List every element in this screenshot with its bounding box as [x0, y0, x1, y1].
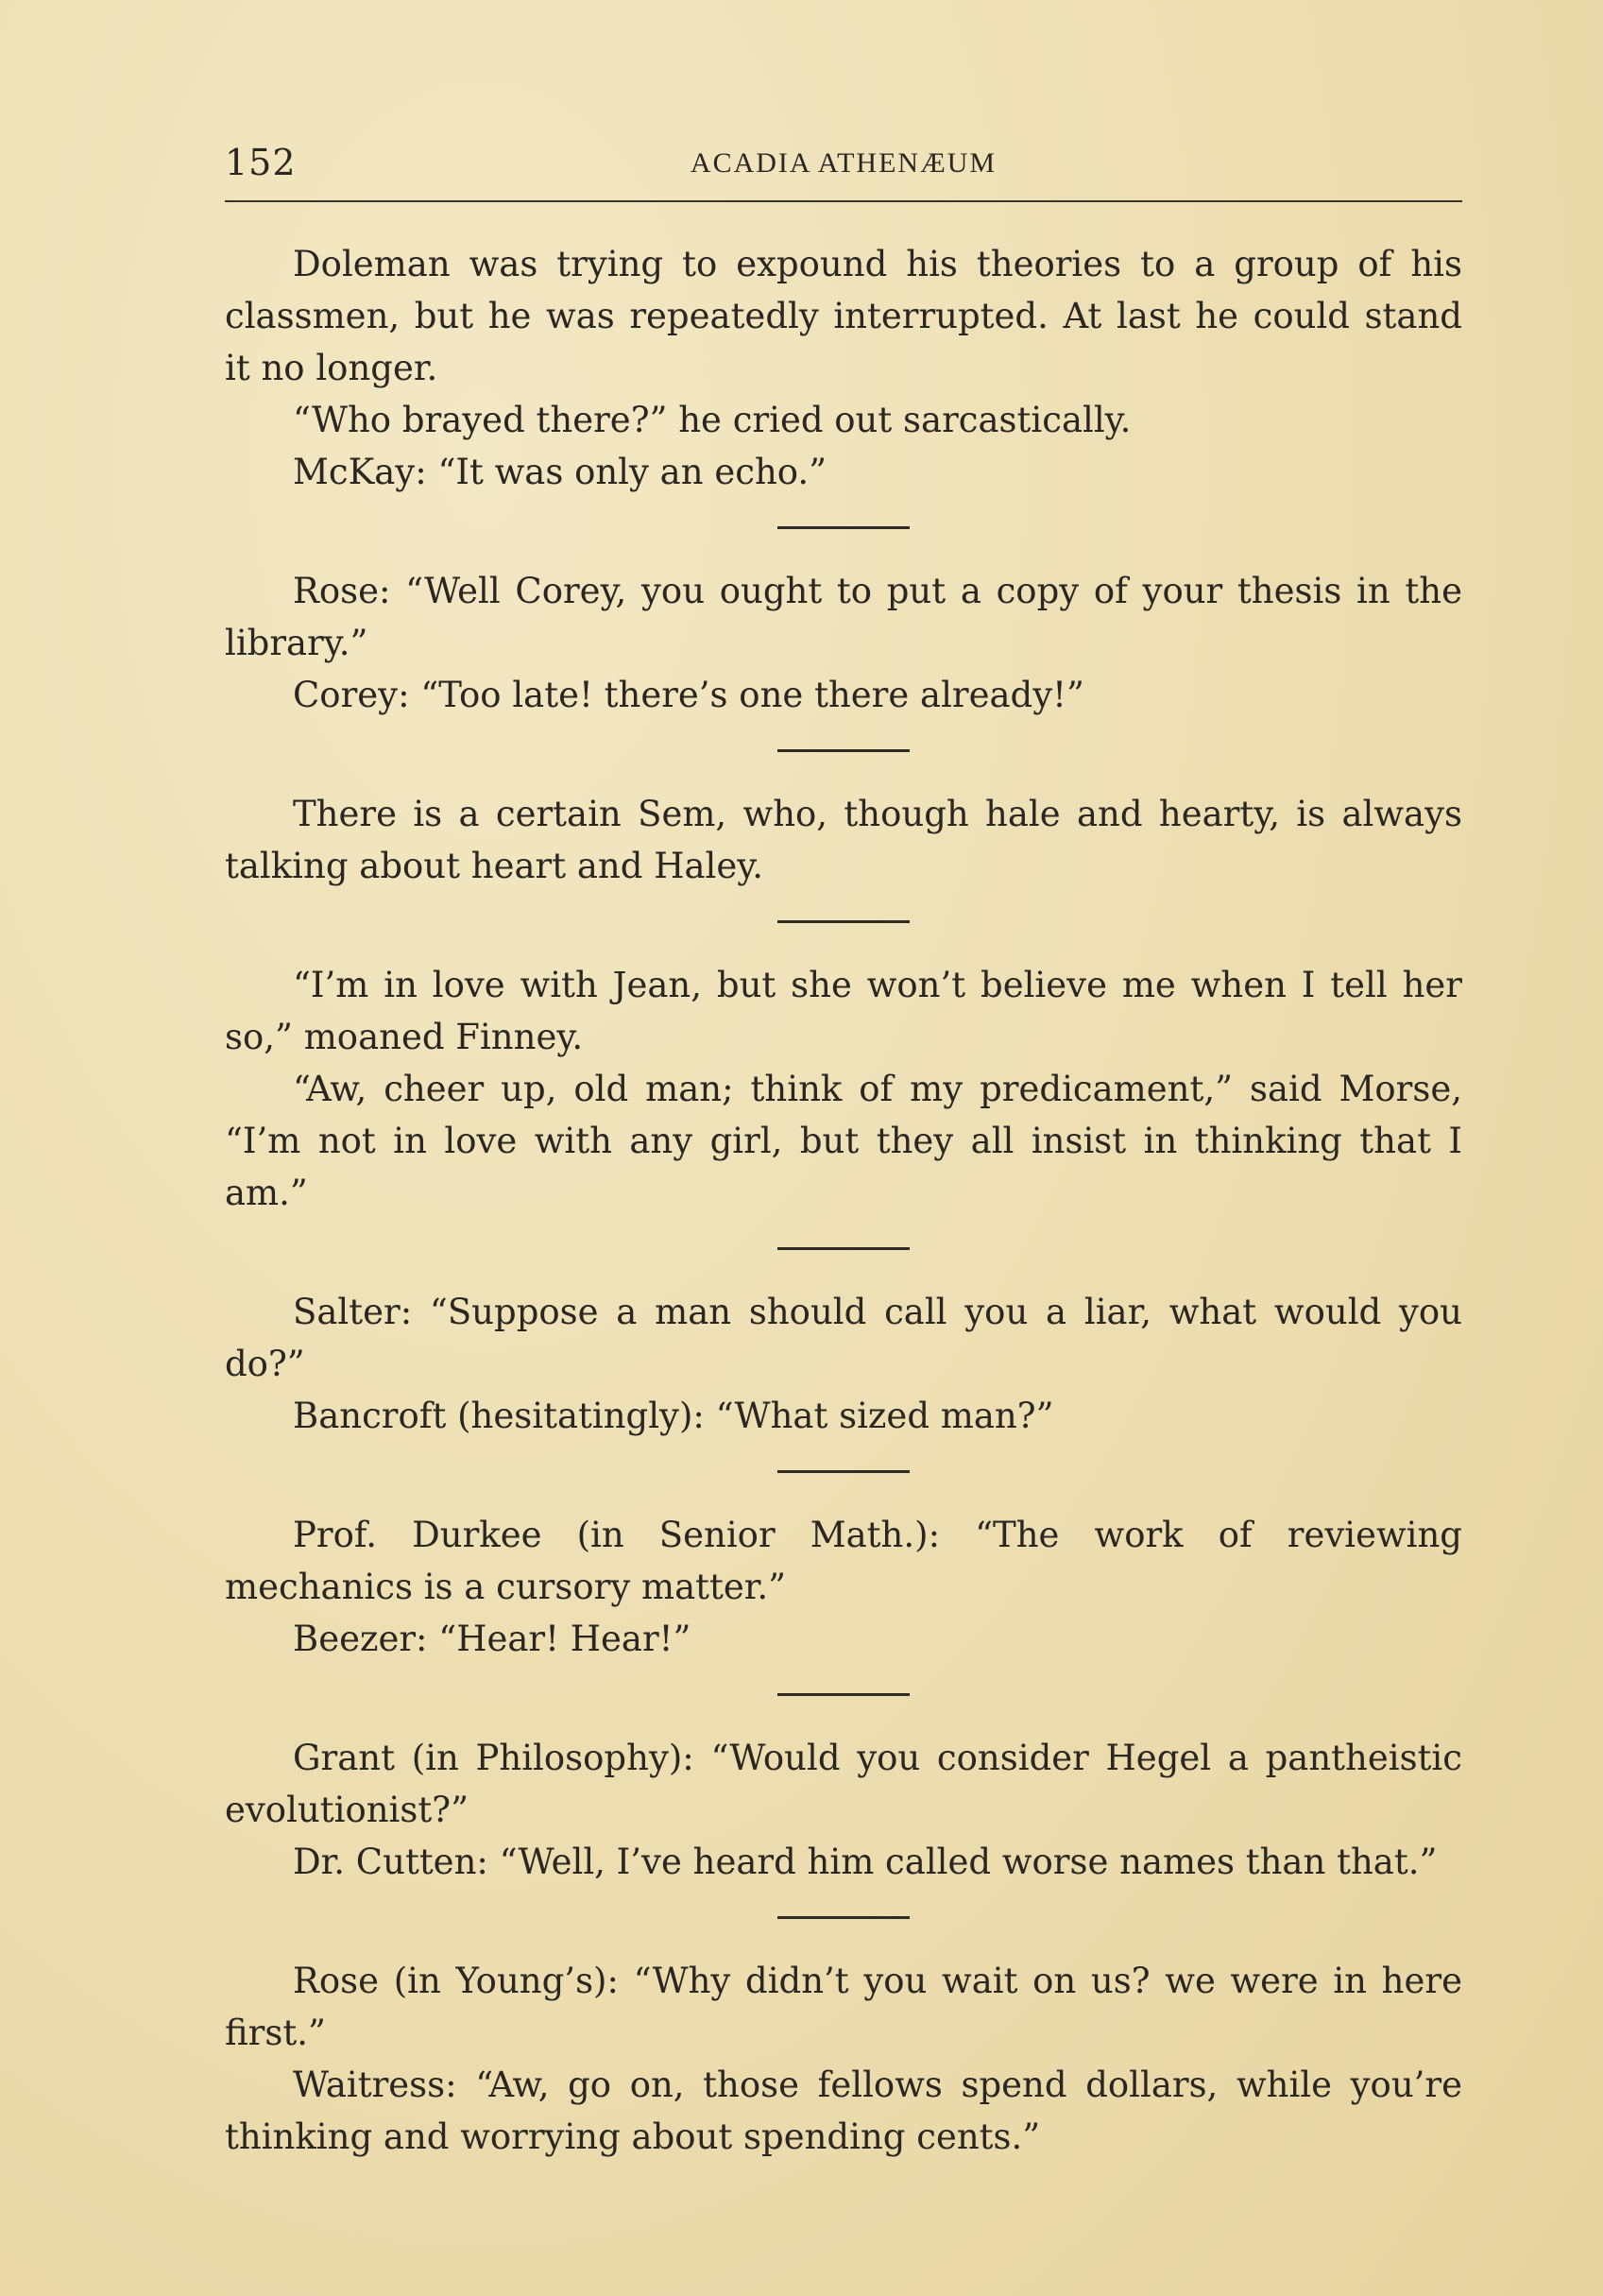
paragraph: Waitress: “Aw, go on, those fellows spend dollars, while you’re thinking and worrying about spending cents.”	[225, 2065, 1462, 2157]
paragraph: Rose (in Young’s): “Why didn’t you wait on us? we were in here first.”	[225, 1961, 1462, 2053]
paragraph: Bancroft (hesitatingly): “What sized man?”	[293, 1396, 1054, 1436]
section-separator	[777, 1247, 910, 1250]
paragraph: Doleman was trying to expound his theories to a group of his classmen, but he was repeatedly interrupted. At last he could stand it no longer.	[225, 244, 1462, 388]
section-separator	[777, 1470, 910, 1473]
section-separator	[777, 920, 910, 923]
joke-block	[225, 788, 1462, 892]
page-number: 152	[225, 142, 297, 183]
running-head: ACADIA ATHENÆUM	[690, 147, 998, 179]
section-separator	[777, 749, 910, 752]
joke-block	[225, 959, 1462, 1219]
page-header	[225, 142, 1462, 191]
joke-block	[225, 1955, 1462, 2163]
paragraph: McKay: “It was only an echo.”	[293, 452, 827, 492]
header-rule	[225, 200, 1462, 202]
paragraph: Beezer: “Hear! Hear!”	[293, 1619, 691, 1659]
paragraph: Prof. Durkee (in Senior Math.): “The work of reviewing mechanics is a cursory matter.”	[225, 1515, 1462, 1607]
paragraph: “Aw, cheer up, old man; think of my predicament,” said Morse, “I’m not in love with any girl, but they all insist in thinking that I am.”	[225, 1069, 1462, 1213]
paragraph: There is a certain Sem, who, though hale and hearty, is always talking about heart and Haley.	[225, 794, 1462, 886]
joke-block	[225, 1732, 1462, 1888]
paragraph: Dr. Cutten: “Well, I’ve heard him called worse names than that.”	[293, 1842, 1438, 1882]
page	[225, 142, 1462, 2163]
paragraph: Rose: “Well Corey, you ought to put a copy of your thesis in the library.”	[225, 571, 1462, 663]
jokes-column	[225, 238, 1462, 2163]
joke-block	[225, 565, 1462, 721]
section-separator	[777, 1693, 910, 1696]
section-separator	[777, 1916, 910, 1919]
paragraph: “Who brayed there?” he cried out sarcastically.	[293, 400, 1132, 440]
paragraph: Salter: “Suppose a man should call you a liar, what would you do?”	[225, 1292, 1462, 1384]
joke-block	[225, 238, 1462, 498]
paragraph: Corey: “Too late! there’s one there already!”	[293, 675, 1084, 715]
paragraph: “I’m in love with Jean, but she won’t believe me when I tell her so,” moaned Finney.	[225, 965, 1462, 1057]
paragraph: Grant (in Philosophy): “Would you consider Hegel a pantheistic evolutionist?”	[225, 1738, 1462, 1830]
joke-block	[225, 1286, 1462, 1442]
joke-block	[225, 1509, 1462, 1665]
section-separator	[777, 526, 910, 529]
